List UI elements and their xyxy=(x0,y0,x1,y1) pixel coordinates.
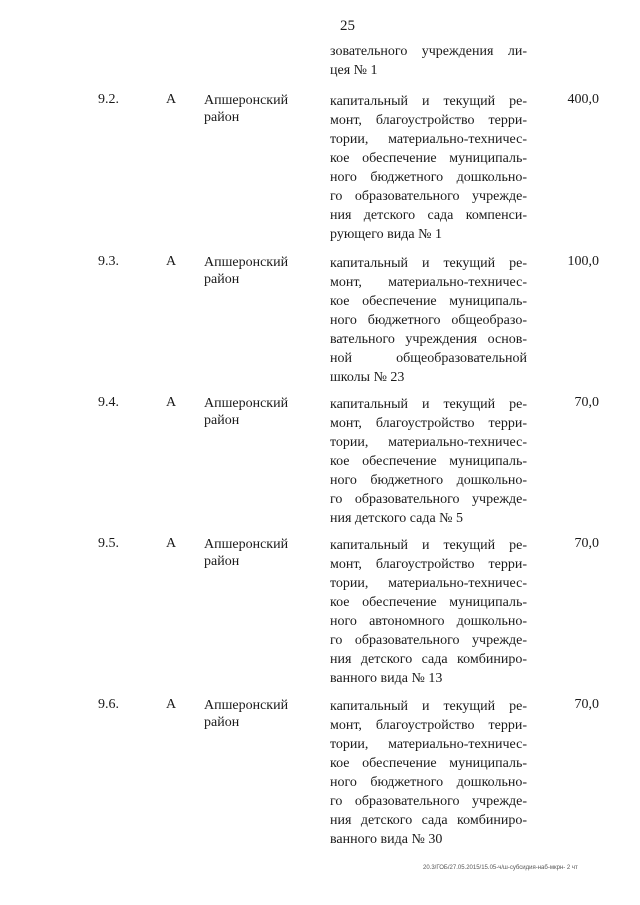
description-line: кое обеспечение муниципаль- xyxy=(330,454,527,469)
description-line: ния детского сада комбиниро- xyxy=(330,813,527,828)
region-line: Апшеронский xyxy=(204,93,289,108)
description-line: вательного учреждения основ- xyxy=(330,332,527,347)
item-number: 9.6. xyxy=(98,697,119,712)
item-number: 9.4. xyxy=(98,395,119,410)
description-line: капитальный и текущий ре- xyxy=(330,256,527,271)
description-line: ной общеобразовательной xyxy=(330,351,527,366)
page-number: 25 xyxy=(340,18,355,34)
item-category: А xyxy=(166,395,177,410)
description-line: го образовательного учрежде- xyxy=(330,794,527,809)
item-description xyxy=(330,536,527,688)
description-line: школы № 23 xyxy=(330,370,405,385)
item-category: А xyxy=(166,92,177,107)
item-description xyxy=(330,254,527,387)
region-line: район xyxy=(204,715,240,730)
item-region xyxy=(204,92,314,126)
item-region xyxy=(204,254,314,288)
item-region xyxy=(204,697,314,731)
description-line: ного бюджетного общеобразо- xyxy=(330,313,527,328)
item-amount: 400,0 xyxy=(567,92,599,107)
description-line: капитальный и текущий ре- xyxy=(330,94,527,109)
item-amount: 100,0 xyxy=(567,254,599,269)
region-line: район xyxy=(204,272,240,287)
description-line: зовательного учреждения ли- xyxy=(330,44,527,59)
region-line: район xyxy=(204,413,240,428)
description-line: монт, материально-техничес- xyxy=(330,275,527,290)
description-line: ного автономного дошкольно- xyxy=(330,614,527,629)
item-description xyxy=(330,92,527,244)
description-line: тории, материально-техничес- xyxy=(330,435,527,450)
description-line: монт, благоустройство терри- xyxy=(330,113,527,128)
description-line: ния детского сада № 5 xyxy=(330,511,464,526)
description-line: монт, благоустройство терри- xyxy=(330,557,527,572)
document-footer: 20.3/ГОБ/27.05.2015/15.05-ч/ш-субсидия-наб-мкрн- 2 чт xyxy=(423,865,578,871)
item-amount: 70,0 xyxy=(574,395,599,410)
description-line: монт, благоустройство терри- xyxy=(330,718,527,733)
item-description xyxy=(330,395,527,528)
item-number: 9.5. xyxy=(98,536,119,551)
region-line: Апшеронский xyxy=(204,537,289,552)
item-number: 9.2. xyxy=(98,92,119,107)
item-description xyxy=(330,697,527,849)
description-line: тории, материально-техничес- xyxy=(330,737,527,752)
description-line: ванного вида № 13 xyxy=(330,671,443,686)
item-category: А xyxy=(166,254,177,269)
description-line: ванного вида № 30 xyxy=(330,832,443,847)
description-line: ного бюджетного дошкольно- xyxy=(330,775,527,790)
description-line: ного бюджетного дошкольно- xyxy=(330,170,527,185)
description-line: ния детского сада компенси- xyxy=(330,208,527,223)
item-category: А xyxy=(166,697,177,712)
description-line: го образовательного учрежде- xyxy=(330,492,527,507)
description-line: рующего вида № 1 xyxy=(330,227,442,242)
description-line: тории, материально-техничес- xyxy=(330,132,527,147)
description-line: цея № 1 xyxy=(330,63,378,78)
region-line: район xyxy=(204,554,240,569)
item-region xyxy=(204,395,314,429)
item-region xyxy=(204,536,314,570)
description-line: кое обеспечение муниципаль- xyxy=(330,756,527,771)
description-line: ния детского сада комбиниро- xyxy=(330,652,527,667)
description-line: монт, благоустройство терри- xyxy=(330,416,527,431)
region-line: район xyxy=(204,110,240,125)
item-category: А xyxy=(166,536,177,551)
item-amount: 70,0 xyxy=(574,697,599,712)
description-line: капитальный и текущий ре- xyxy=(330,699,527,714)
description-line: го образовательного учрежде- xyxy=(330,633,527,648)
description-line: капитальный и текущий ре- xyxy=(330,397,527,412)
description-line: кое обеспечение муниципаль- xyxy=(330,294,527,309)
description-line: кое обеспечение муниципаль- xyxy=(330,595,527,610)
description-line: кое обеспечение муниципаль- xyxy=(330,151,527,166)
description-line: ного бюджетного дошкольно- xyxy=(330,473,527,488)
region-line: Апшеронский xyxy=(204,255,289,270)
region-line: Апшеронский xyxy=(204,698,289,713)
description-line: капитальный и текущий ре- xyxy=(330,538,527,553)
item-number: 9.3. xyxy=(98,254,119,269)
description-line: го образовательного учрежде- xyxy=(330,189,527,204)
description-line: тории, материально-техничес- xyxy=(330,576,527,591)
continued-description xyxy=(330,42,527,80)
item-amount: 70,0 xyxy=(574,536,599,551)
region-line: Апшеронский xyxy=(204,396,289,411)
